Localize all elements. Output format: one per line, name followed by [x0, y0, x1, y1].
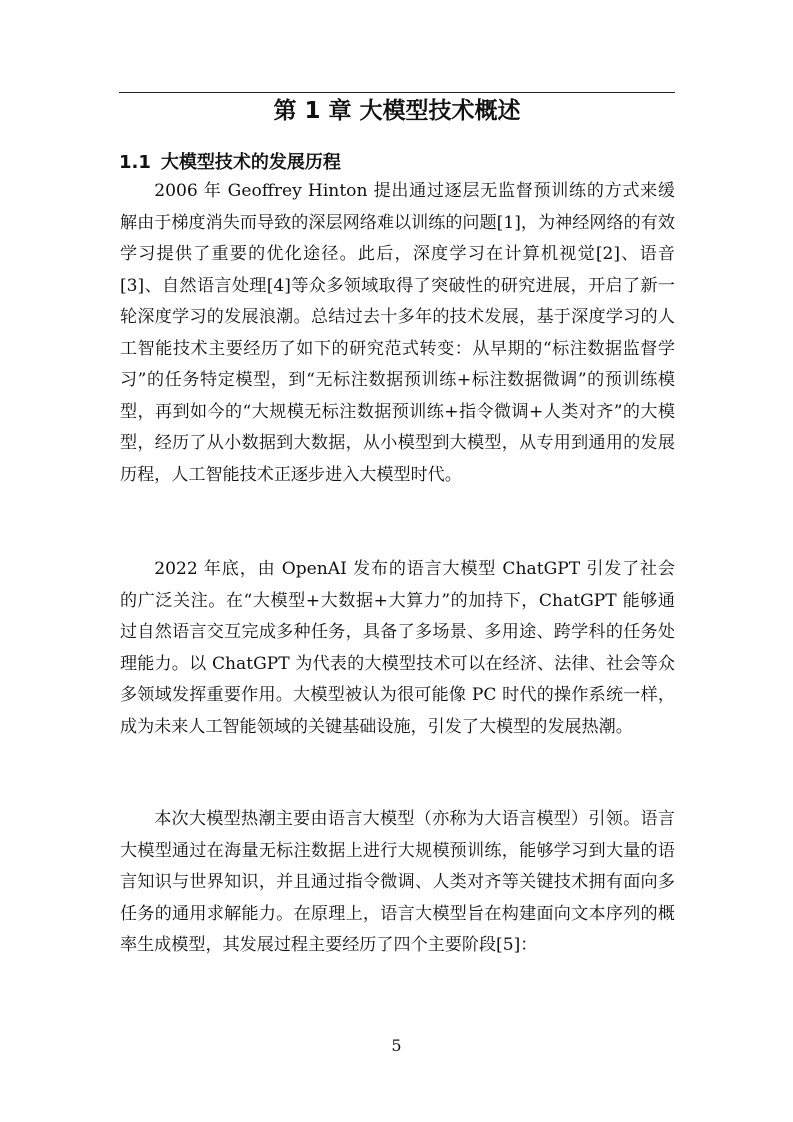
- body-paragraph-2-block: [120, 554, 675, 743]
- section-title: 大模型技术的发展历程: [160, 152, 341, 173]
- body-paragraph-1: 2006 年 Geoffrey Hinton 提出通过逐层无监督预训练的方式来缓解由于梯度消失而导致的深层网络难以训练的问题[1]，为神经网络的有效学习提供了重要的优化途径。此后，深度学习在计算机视觉[2]、语音[3]、自然语言处理[4]等众多领域取得了突破性的研究进展，开启了新一轮深度学习的发展浪潮。总结过去十多年的技术发展，基于深度学习的人工智能技术主要经历了如下的研究范式转变：从早期的“标注数据监督学习”的任务特定模型，到“无标注数据预训练+标注数据微调”的预训练模型，再到如今的“大规模无标注数据预训练+指令微调+人类对齐”的大模型，经历了从小数据到大数据，从小模型到大模型，从专用到通用的发展历程，人工智能技术正逐步进入大模型时代。: [120, 181, 675, 485]
- page-number: 5: [391, 1036, 402, 1055]
- body-paragraph-3-block: [120, 804, 675, 962]
- header-rule: [119, 92, 675, 93]
- chapter-title: 第 1 章 大模型技术概述: [273, 98, 521, 124]
- body-paragraph-2: 2022 年底，由 OpenAI 发布的语言大模型 ChatGPT 引发了社会的广泛关注。在“大模型+大数据+大算力”的加持下，ChatGPT 能够通过自然语言交互完成多种任务，具备了多场景、多用途、跨学科的任务处理能力。以 ChatGPT 为代表的大模型技术可以在经济、法律、社会等众多领域发挥重要作用。大模型被认为很可能像 PC 时代的操作系统一样，成为未来人工智能领域的关键基础设施，引发了大模型的发展热潮。: [120, 559, 675, 737]
- body-paragraph-3: 本次大模型热潮主要由语言大模型（亦称为大语言模型）引领。语言大模型通过在海量无标注数据上进行大规模预训练，能够学习到大量的语言知识与世界知识，并且通过指令微调、人类对齐等关键技术拥有面向多任务的通用求解能力。在原理上，语言大模型旨在构建面向文本序列的概率生成模型，其发展过程主要经历了四个主要阶段[5]：: [120, 809, 675, 955]
- section-heading: [119, 150, 675, 176]
- body-paragraph-1-block: [120, 176, 675, 491]
- section-number: 1.1: [119, 152, 151, 173]
